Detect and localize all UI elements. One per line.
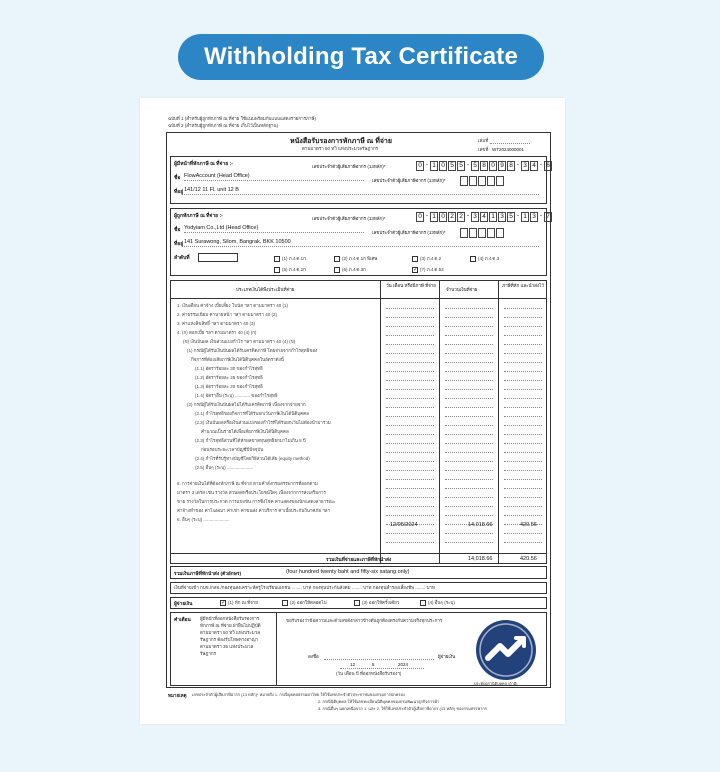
cell-dotted-line xyxy=(386,452,434,453)
cell-dotted-line xyxy=(504,362,542,363)
banner-title: Withholding Tax Certificate xyxy=(203,43,519,70)
payer-tax-id-label: เลขประจำตัวผู้เสียภาษีอากร (13หลัก)* xyxy=(312,164,386,169)
sign-suffix: ผู้จ่ายเงิน xyxy=(438,654,456,659)
copy-no-label: เล่มที่ xyxy=(478,138,489,143)
payer-type-3-label: (3) ออกให้ครั้งเดียว xyxy=(362,600,400,605)
order-label: ลำดับที่ xyxy=(174,255,190,261)
cell-dotted-line xyxy=(504,479,542,480)
cell-dotted-line xyxy=(386,362,434,363)
cell-dotted-line xyxy=(386,542,434,543)
income-type-line: 1. เงินเดือน ค่าจ้าง เบี้ยเลี้ยง โบนัส ฯลฯ ตามมาตรา 40 (1) xyxy=(177,303,289,308)
cell-dotted-line xyxy=(445,317,493,318)
cell-dotted-line xyxy=(445,497,493,498)
cell-dotted-line xyxy=(445,533,493,534)
cell-dotted-line xyxy=(504,371,542,372)
cell-dotted-line xyxy=(445,488,493,489)
total-amount: 14,018.66 xyxy=(468,556,493,562)
payer-address-label: ที่อยู่ xyxy=(174,189,184,195)
income-type-line: (ข) เงินปันผล เงินส่วนแบ่งกำไร ฯลฯ ตามมาตรา 40 (4) (ข) xyxy=(183,339,296,344)
signature-line[interactable] xyxy=(324,659,434,660)
cell-dotted-line xyxy=(445,407,493,408)
certificate-paper xyxy=(140,98,565,724)
cell-dotted-line xyxy=(504,335,542,336)
payer-type-2-checkbox[interactable] xyxy=(282,600,288,606)
footer-line-3: 3. กรณีอื่นๆ นอกเหนือจาก 1. และ 2. ให้ใช้เลขประจำตัวผู้เสียภาษีอากร (13 หลัก) ของกรมสรรพากร xyxy=(318,706,487,711)
cell-dotted-line xyxy=(445,344,493,345)
cell-dotted-line xyxy=(386,389,434,390)
payer-tax-id-digits: 0 - 1 0 5 5 - 5 8 0 9 8 - 3 4 - 6 xyxy=(416,161,553,171)
cell-dotted-line xyxy=(445,389,493,390)
payer-address: 141/12 11 Fl. unit 12 B xyxy=(184,187,239,193)
cell-dotted-line xyxy=(386,407,434,408)
cell-dotted-line xyxy=(504,452,542,453)
payee-section-label: ผู้ถูกหักภาษี ณ ที่จ่าย :- xyxy=(174,213,223,219)
col-header-date: วัน เดือน หรือปีภาษี ที่จ่าย xyxy=(386,283,436,288)
payer-section-label: ผู้มีหน้าที่หักภาษี ณ ที่จ่าย :- xyxy=(174,161,233,167)
cell-dotted-line xyxy=(386,497,434,498)
cell-dotted-line xyxy=(504,515,542,516)
cell-dotted-line xyxy=(445,398,493,399)
col-header-income-type: ประเภทเงินได้พึงประเมินที่จ่าย xyxy=(236,287,295,292)
doc-no-label: เลขที่ xyxy=(478,147,489,152)
income-type-line: ค่าจ้างทำของ ค่าโฆษณา ค่าเช่า ค่าขนส่ง ค่าบริการ ค่าเบี้ยประกันวินาศภัย ฯลฯ xyxy=(177,508,331,513)
payee-branch-tax-id-label: เลขประจำตัวผู้เสียภาษีอากร (13หลัก)* xyxy=(372,230,446,235)
pnd-option-1-label: (1) ภ.ง.ด.1ก xyxy=(282,256,306,261)
cell-dotted-line xyxy=(504,488,542,489)
sign-date-day: 12 xyxy=(350,662,356,667)
cell-dotted-line xyxy=(504,497,542,498)
cell-dotted-line xyxy=(504,407,542,408)
payer-type-4-label: (4) อื่นๆ (ระบุ) xyxy=(428,600,455,605)
payment-amount: 14,018.66 xyxy=(468,522,493,528)
sign-date-month: 5 xyxy=(372,662,375,667)
cell-dotted-line xyxy=(445,479,493,480)
cell-dotted-line xyxy=(504,380,542,381)
cell-dotted-line xyxy=(504,389,542,390)
sign-date-year: 2024 xyxy=(398,662,409,667)
cell-dotted-line xyxy=(445,335,493,336)
payee-address-label: ที่อยู่ xyxy=(174,241,184,247)
doc-no-value: WT2024000001 xyxy=(492,147,525,152)
cell-dotted-line xyxy=(445,416,493,417)
income-type-line: (2.1) กำไรสุทธิของกิจการที่ได้รับยกเว้นภาษีเงินได้นิติบุคคล xyxy=(195,411,309,416)
payment-date: 12/05/2024 xyxy=(390,522,418,528)
pnd-option-7-checkbox[interactable]: ✓ xyxy=(413,267,419,273)
pnd-option-6-checkbox[interactable] xyxy=(334,267,340,273)
footer-line-1: เลขประจำตัวผู้เสียภาษีอากร (13 หลัก)* หมายถึง 1. กรณีบุคคลธรรมดาไทย ให้ใช้เลขประจำตัวประชาชนของกรมการปกครอง xyxy=(192,692,405,697)
payee-tax-id-digits: 0 - 1 0 2 2 - 3 4 1 3 5 - 1 3 - 7 xyxy=(416,212,553,222)
income-type-line: 5. การจ่ายเงินได้ที่ต้องหักภาษี ณ ที่จ่าย ตามคำสั่งกรมสรรพากรที่ออกตาม xyxy=(177,481,318,486)
certify-text: ขอรับรองว่าข้อความและตัวเลขดังกล่าวข้างต้นถูกต้องตรงกับความจริงทุกประการ xyxy=(286,618,443,623)
income-type-line: มาตรา 3 เตรส เช่น รางวัล ส่วนลดหรือประโยชน์ใดๆ เนื่องจากการส่งเสริมการ xyxy=(177,490,326,495)
pnd-option-3-label: (3) ภ.ง.ด.2 xyxy=(420,256,442,261)
cell-dotted-line xyxy=(504,353,542,354)
cell-dotted-line xyxy=(504,416,542,417)
footer-label: หมายเหตุ xyxy=(168,693,187,698)
cell-dotted-line xyxy=(445,443,493,444)
cell-dotted-line xyxy=(445,515,493,516)
sign-label: ลงชื่อ xyxy=(308,654,319,659)
warning-line-3: ตามมาตรา 50 ทวิ แห่งประมวล xyxy=(200,630,261,635)
payer-type-4-checkbox[interactable] xyxy=(420,600,426,606)
payee-address: 141 Surawong, Silom, Bangrak, BKK 10500 xyxy=(184,239,291,245)
payer-type-1-label: (1) หัก ณ ที่จ่าย xyxy=(228,600,258,605)
income-type-line: ก่อนรอบระยะเวลาบัญชีปีปัจจุบัน xyxy=(201,447,264,452)
pnd-option-5-checkbox[interactable] xyxy=(274,267,280,273)
header-note-1: ฉบับที่ 1 (สำหรับผู้ถูกหักภาษี ณ ที่จ่าย ใช้แนบพร้อมกับแบบแสดงรายการภาษี) xyxy=(168,116,316,121)
income-type-line: (2.5) อื่นๆ (ระบุ) ..................... xyxy=(195,465,254,470)
seal-note: ประทับตรานิติบุคคล (ถ้ามี) xyxy=(474,682,518,686)
payer-name: FlowAccount (Head Office) xyxy=(184,173,250,179)
payee-branch-digits xyxy=(460,228,505,238)
income-type-line: (1.2) อัตราร้อยละ 25 ของกำไรสุทธิ xyxy=(195,375,263,380)
payer-type-label: ผู้จ่ายเงิน xyxy=(174,602,193,607)
cell-dotted-line xyxy=(445,470,493,471)
payer-branch-digits xyxy=(460,176,505,186)
cell-dotted-line xyxy=(386,416,434,417)
income-type-line: 6. อื่นๆ (ระบุ) ..................... xyxy=(177,517,230,522)
cell-dotted-line xyxy=(386,515,434,516)
cell-dotted-line xyxy=(445,353,493,354)
income-type-line: 4. (ก) ดอกเบี้ย ฯลฯ ตามมาตรา 40 (4) (ก) xyxy=(177,330,257,335)
amount-in-words: (four hundred twenty baht and fifty-six satang only) xyxy=(286,569,410,575)
warning-line-2: หักภาษี ณ ที่จ่าย ฝ่าฝืนไม่ปฏิบัติ xyxy=(200,623,261,628)
warning-line-1: ผู้มีหน้าที่ออกหนังสือรับรองการ xyxy=(200,616,260,621)
cell-dotted-line xyxy=(386,461,434,462)
cell-dotted-line xyxy=(386,371,434,372)
cell-dotted-line xyxy=(504,542,542,543)
income-type-line: (2.3) กำไรสุทธิส่วนที่ได้หักผลขาดทุนสุทธิยกมาไม่เกิน 5 ปี xyxy=(195,438,306,443)
order-field[interactable] xyxy=(198,253,238,262)
cell-dotted-line xyxy=(445,380,493,381)
cell-dotted-line xyxy=(386,380,434,381)
payee-name-label: ชื่อ xyxy=(174,227,181,233)
payee-tax-id-label: เลขประจำตัวผู้เสียภาษีอากร (13หลัก)* xyxy=(312,216,386,221)
cell-dotted-line xyxy=(386,353,434,354)
sign-date-note: (วัน เดือน ปี ที่ออกหนังสือรับรองฯ) xyxy=(336,671,402,676)
cell-dotted-line xyxy=(445,425,493,426)
cell-dotted-line xyxy=(504,461,542,462)
pnd-option-2-checkbox[interactable] xyxy=(334,256,340,262)
total-label: รวมเงินที่จ่ายและภาษีที่หักนำส่ง xyxy=(326,558,392,563)
warning-label: คำเตือน xyxy=(174,618,191,623)
pnd-option-5-label: (5) ภ.ง.ด.2ก xyxy=(282,267,306,272)
pnd-option-6-label: (6) ภ.ง.ด.3ก xyxy=(342,267,366,272)
cell-dotted-line xyxy=(504,344,542,345)
header-note-2: ฉบับที่ 2 (สำหรับผู้ถูกหักภาษี ณ ที่จ่าย เก็บไว้เป็นหลักฐาน) xyxy=(168,123,279,128)
income-type-line: กิจการที่ต้องเสียภาษีเงินได้นิติบุคคลในอัตราดังนี้ xyxy=(191,357,284,362)
payer-type-2-label: (2) ออกให้ตลอดไป xyxy=(290,600,327,605)
cell-dotted-line xyxy=(504,506,542,507)
cell-dotted-line xyxy=(504,434,542,435)
payer-type-3-checkbox[interactable] xyxy=(354,600,360,606)
cell-dotted-line xyxy=(386,470,434,471)
cell-dotted-line xyxy=(386,443,434,444)
warning-line-5: ตามมาตรา 35 แห่งประมวล xyxy=(200,644,254,649)
cell-dotted-line xyxy=(386,335,434,336)
income-type-line: 2. ค่าธรรมเนียม ค่านายหน้า ฯลฯ ตามมาตรา 40 (2) xyxy=(177,312,277,317)
footer-line-2: 2. กรณีนิติบุคคล ให้ใช้เลขทะเบียนนิติบุคคลของกรมพัฒนาธุรกิจการค้า xyxy=(318,699,440,704)
payer-branch-tax-id-label: เลขประจำตัวผู้เสียภาษีอากร (13หลัก)* xyxy=(372,178,446,183)
cell-dotted-line xyxy=(504,398,542,399)
payer-name-label: ชื่อ xyxy=(174,175,181,181)
cell-dotted-line xyxy=(445,362,493,363)
income-type-line: (1.1) อัตราร้อยละ 30 ของกำไรสุทธิ xyxy=(195,366,263,371)
cell-dotted-line xyxy=(386,398,434,399)
document-title-banner xyxy=(178,34,544,80)
cell-dotted-line xyxy=(386,425,434,426)
cell-dotted-line xyxy=(504,470,542,471)
fund-label: เงินที่จ่ายเข้า กบข./กสจ./กองทุนสงเคราะห์ครูโรงเรียนเอกชน ........ บาท กองทุนประกันสังคม ........ บาท กองทุนสำรองเลี้ยงชีพ ........ บาท xyxy=(174,585,435,590)
cell-dotted-line xyxy=(445,461,493,462)
income-type-line: (2.2) เงินปันผลหรือเงินส่วนแบ่งของกำไรที่ได้รับยกเว้นไม่ต้องนำมารวม xyxy=(195,420,331,425)
cell-dotted-line xyxy=(445,542,493,543)
cell-dotted-line xyxy=(386,326,434,327)
cell-dotted-line xyxy=(386,344,434,345)
seal-mark-icon xyxy=(476,620,536,680)
company-seal-logo xyxy=(476,620,536,680)
payee-name: Yodyiam Co.,Ltd (Head Office) xyxy=(184,225,259,231)
cell-dotted-line xyxy=(504,443,542,444)
cell-dotted-line xyxy=(504,425,542,426)
form-title: หนังสือรับรองการหักภาษี ณ ที่จ่าย xyxy=(290,138,392,145)
pnd-option-7-label: (7) ภ.ง.ด.53 xyxy=(420,267,444,272)
income-type-line: ขาย รางวัลในการประกวด การแข่งขัน การชิงโชค ค่าแสดงของนักแสดงสาธารณะ xyxy=(177,499,336,504)
cell-dotted-line xyxy=(445,506,493,507)
words-label: รวมเงินภาษีที่หักนำส่ง (ตัวอักษร) xyxy=(174,572,242,577)
income-type-line: (1) กรณีผู้ได้รับเงินปันผลได้รับเครดิตภาษี โดยจ่ายจากกำไรสุทธิของ xyxy=(187,348,318,353)
cell-dotted-line xyxy=(386,317,434,318)
form-subtitle: ตามมาตรา 50 ทวิ แห่งประมวลรัษฎากร xyxy=(302,146,379,151)
cell-dotted-line xyxy=(504,308,542,309)
income-type-line: (1.3) อัตราร้อยละ 20 ของกำไรสุทธิ xyxy=(195,384,263,389)
cell-dotted-line xyxy=(386,479,434,480)
pnd-option-3-checkbox[interactable] xyxy=(412,256,418,262)
pnd-option-1-checkbox[interactable] xyxy=(274,256,280,262)
warning-line-4: รัษฎากร ต้องรับโทษทางอาญา xyxy=(200,637,259,642)
cell-dotted-line xyxy=(445,434,493,435)
pnd-option-2-label: (2) ภ.ง.ด.1ก พิเศษ xyxy=(342,256,378,261)
income-type-line: (2.4) กำไรที่รับรู้ทางบัญชีโดยวิธีส่วนได้เสีย (equity method) xyxy=(195,456,310,461)
payer-type-1-checkbox[interactable]: ✓ xyxy=(221,600,227,606)
col-header-tax: ภาษีที่หัก และนำส่งไว้ xyxy=(502,283,544,288)
total-tax: 420.56 xyxy=(520,556,537,562)
cell-dotted-line xyxy=(386,533,434,534)
warning-line-6: รัษฎากร xyxy=(200,651,217,656)
income-type-line: คำนวณเป็นรายได้เพื่อเสียภาษีเงินได้นิติบุคคล xyxy=(201,429,289,434)
cell-dotted-line xyxy=(504,317,542,318)
tax-withheld: 420.56 xyxy=(520,522,537,528)
cell-dotted-line xyxy=(386,488,434,489)
income-type-line: (1.4) อัตราอื่น (ระบุ) ............ ของกำไรสุทธิ xyxy=(195,393,278,398)
cell-dotted-line xyxy=(445,452,493,453)
cell-dotted-line xyxy=(504,326,542,327)
income-type-line: (2) กรณีผู้ได้รับเงินปันผลไม่ได้รับเครดิตภาษี เนื่องจากจ่ายจาก xyxy=(187,402,306,407)
cell-dotted-line xyxy=(445,308,493,309)
cell-dotted-line xyxy=(445,371,493,372)
income-type-line: 3. ค่าแห่งลิขสิทธิ์ ฯลฯ ตามมาตรา 40 (3) xyxy=(177,321,255,326)
pnd-option-4-checkbox[interactable] xyxy=(470,256,476,262)
cell-dotted-line xyxy=(445,326,493,327)
cell-dotted-line xyxy=(386,308,434,309)
cell-dotted-line xyxy=(504,533,542,534)
col-header-amount: จำนวนเงินที่จ่าย xyxy=(446,287,478,292)
cell-dotted-line xyxy=(386,434,434,435)
pnd-option-4-label: (4) ภ.ง.ด.3 xyxy=(478,256,500,261)
cell-dotted-line xyxy=(386,506,434,507)
